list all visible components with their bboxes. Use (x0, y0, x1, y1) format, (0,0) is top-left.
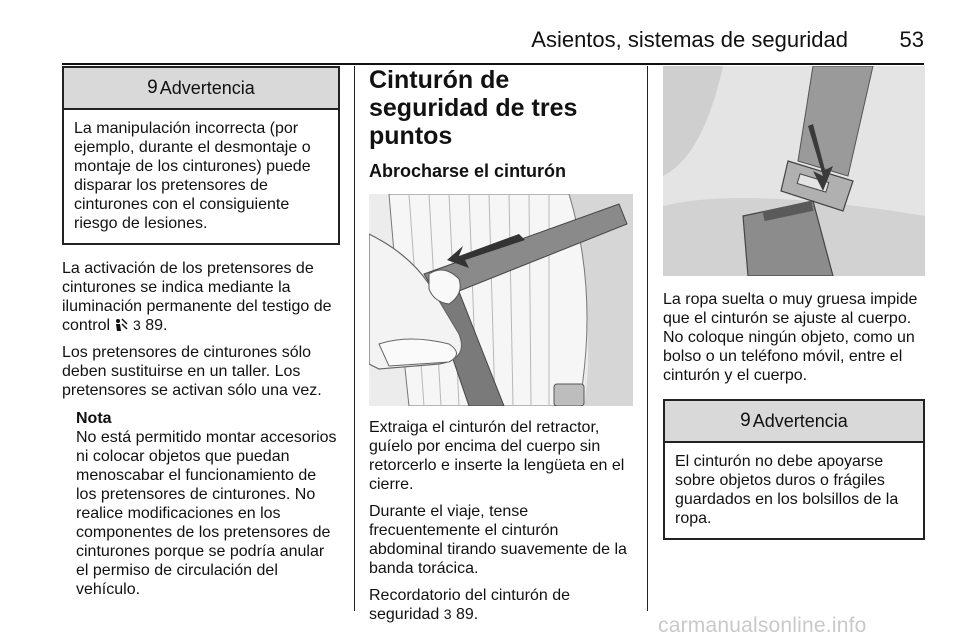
warning-box (663, 399, 925, 540)
subsection-heading: Abrocharse el cinturón (369, 161, 567, 181)
warning-header (64, 68, 338, 110)
paragraph: Los pretensores de cinturones sólo deben sustituirse en un taller. Los pretensores se activan sólo una vez. (62, 344, 322, 399)
warning-title: Advertencia (752, 410, 848, 431)
paragraph: Durante el viaje, tense frecuentemente el cinturón abdominal tirando suavemente de la banda torácica. (369, 503, 627, 577)
column-middle (369, 66, 633, 624)
page-ref-icon: 3 (132, 317, 141, 333)
paragraph-text: Recordatorio del cinturón de seguridad (369, 587, 571, 623)
column-right (663, 66, 925, 540)
warning-box (62, 66, 340, 245)
page-ref-icon: 3 (443, 606, 452, 622)
note-block (62, 409, 340, 599)
section-title: Asientos, sistemas de seguridad (531, 27, 848, 52)
column-left (62, 66, 340, 599)
header-rule (62, 63, 924, 65)
section-heading: Cinturón de seguridad de tres puntos (369, 66, 578, 150)
warning-triangle-icon: 9 (740, 410, 751, 431)
warning-title: Advertencia (159, 77, 255, 98)
pretensioner-warning-icon (114, 318, 128, 332)
paragraph: La ropa suelta o muy gruesa impide que el cinturón se ajuste al cuerpo. No coloque ningún objeto, como un bolso o un teléfono móvil, entre el cinturón y el cuerpo. (663, 291, 918, 384)
warning-text: La manipulación incorrecta (por ejemplo, durante el desmontaje o montaje de los cinturones) puede disparar los pretensores de cinturones con el consiguiente riesgo de lesiones. (74, 120, 311, 232)
warning-text: El cinturón no debe apoyarse sobre objetos duros o frágiles guardados en los bolsillos de la ropa. (675, 453, 899, 527)
seatbelt-fastening-illustration (369, 194, 633, 406)
paragraph-text: La activación de los pretensores de cinturones se indica mediante la iluminación permanente del testigo de control (62, 260, 332, 334)
seatbelt-buckle-illustration (663, 66, 925, 276)
page-ref[interactable]: 89. (455, 606, 479, 623)
paragraph (369, 586, 633, 624)
warning-triangle-icon: 9 (147, 77, 158, 98)
watermark: carmanualsonline.info (658, 614, 867, 637)
page-number: 53 (899, 27, 924, 52)
warning-header (665, 401, 923, 443)
note-text: No está permitido montar accesorios ni colocar objetos que puedan menoscabar el funcionamiento de los pretensores de cinturones. No realice modificaciones en los componentes de los pretensores de cinturones porque se podría anular el permiso de circulación del vehículo. (76, 429, 337, 598)
page-ref[interactable]: 89. (145, 317, 168, 334)
paragraph: Extraiga el cinturón del retractor, guíelo por encima del cuerpo sin retorcerlo e inserte la lengüeta en el cierre. (369, 419, 625, 493)
paragraph (62, 259, 340, 335)
note-title: Nota (76, 410, 112, 427)
column-divider (647, 66, 648, 611)
column-divider (354, 66, 355, 611)
page-header (62, 26, 924, 66)
